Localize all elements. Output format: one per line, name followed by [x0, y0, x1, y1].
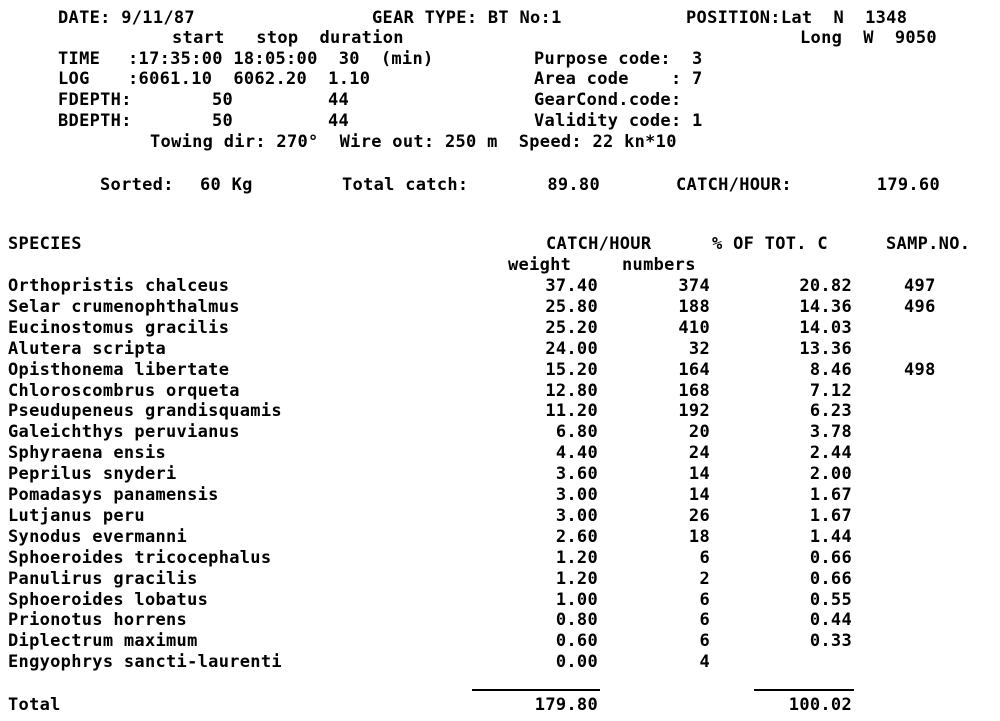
- table-row-pct: 0.66: [809, 548, 852, 568]
- bdepth-start: 50: [212, 111, 234, 131]
- table-row-species: Lutjanus peru: [8, 506, 145, 526]
- time-label: TIME: [58, 49, 101, 69]
- table-row-species: Pseudupeneus grandisquamis: [8, 401, 282, 421]
- table-row-species: Prionotus horrens: [8, 610, 188, 630]
- bdepth-stop: 44: [328, 111, 350, 131]
- table-row-weight: 25.80: [545, 297, 598, 317]
- weight-total-rule: [472, 689, 600, 691]
- towing-info: Towing dir: 270° Wire out: 250 m Speed: 22 kn*10: [150, 132, 677, 152]
- table-row-species: Panulirus gracilis: [8, 569, 198, 589]
- table-row-weight: 15.20: [545, 360, 598, 380]
- table-row-species: Peprilus snyderi: [8, 464, 177, 484]
- table-row-species: Pomadasys panamensis: [8, 485, 219, 505]
- table-row-numbers: 20: [688, 422, 710, 442]
- table-row-pct: 3.78: [809, 422, 852, 442]
- table-row-pct: 2.00: [809, 464, 852, 484]
- table-row-weight: 0.80: [555, 610, 598, 630]
- table-row-species: Diplectrum maximum: [8, 631, 198, 651]
- table-row-numbers: 164: [678, 360, 710, 380]
- samp-header: SAMP.NO.: [886, 234, 971, 254]
- table-row-numbers: 24: [688, 443, 710, 463]
- table-row-species: Opisthonema libertate: [8, 360, 230, 380]
- purpose-code: Purpose code: 3: [534, 49, 703, 69]
- table-row-weight: 1.20: [555, 569, 598, 589]
- table-row-numbers: 4: [699, 652, 710, 672]
- table-row-numbers: 168: [678, 381, 710, 401]
- table-row-species: Selar crumenophthalmus: [8, 297, 240, 317]
- table-row-pct: 1.44: [809, 527, 852, 547]
- table-row-pct: 14.03: [799, 318, 852, 338]
- pct-total-rule: [754, 689, 854, 691]
- fdepth-stop: 44: [328, 90, 350, 110]
- table-row-numbers: 14: [688, 464, 710, 484]
- table-row-pct: 6.23: [809, 401, 852, 421]
- table-row-weight: 25.20: [545, 318, 598, 338]
- table-row-pct: 0.55: [809, 590, 852, 610]
- table-row-weight: 2.60: [555, 527, 598, 547]
- table-row-weight: 0.60: [555, 631, 598, 651]
- table-row-numbers: 6: [699, 610, 710, 630]
- table-row-weight: 0.00: [555, 652, 598, 672]
- table-row-numbers: 6: [699, 548, 710, 568]
- gearcond-code: GearCond.code:: [534, 90, 682, 110]
- bdepth-label: BDEPTH:: [58, 111, 132, 131]
- table-row-numbers: 18: [688, 527, 710, 547]
- table-row-pct: 7.12: [809, 381, 852, 401]
- position-long: Long W 9050: [800, 28, 937, 48]
- catch-hour-label: CATCH/HOUR:: [676, 175, 792, 195]
- pct-header: % OF TOT. C: [712, 234, 828, 254]
- table-row-weight: 11.20: [545, 401, 598, 421]
- table-row-numbers: 374: [678, 276, 710, 296]
- table-row-species: Sphoeroides tricocephalus: [8, 548, 272, 568]
- table-row-pct: 20.82: [799, 276, 852, 296]
- table-row-numbers: 192: [678, 401, 710, 421]
- table-row-pct: 1.67: [809, 485, 852, 505]
- total-weight: 179.80: [534, 695, 598, 715]
- catch-hour-value: 179.60: [876, 175, 940, 195]
- sorted-label: Sorted:: [100, 175, 174, 195]
- table-row-numbers: 14: [688, 485, 710, 505]
- table-row-weight: 6.80: [555, 422, 598, 442]
- log-label: LOG: [58, 69, 90, 89]
- gear-type: GEAR TYPE: BT No:1: [372, 8, 562, 28]
- table-row-pct: 14.36: [799, 297, 852, 317]
- table-row-pct: 1.67: [809, 506, 852, 526]
- fdepth-label: FDEPTH:: [58, 90, 132, 110]
- weight-header: weight: [508, 255, 572, 275]
- table-row-weight: 3.00: [555, 506, 598, 526]
- numbers-header: numbers: [622, 255, 696, 275]
- table-row-species: Sphyraena ensis: [8, 443, 167, 463]
- table-row-weight: 4.40: [555, 443, 598, 463]
- table-row-pct: 0.33: [809, 631, 852, 651]
- table-row-weight: 12.80: [545, 381, 598, 401]
- table-row-weight: 3.60: [555, 464, 598, 484]
- catch-hour-header: CATCH/HOUR: [546, 234, 652, 254]
- table-row-pct: 13.36: [799, 339, 852, 359]
- table-row-numbers: 6: [699, 590, 710, 610]
- table-row-species: Orthopristis chalceus: [8, 276, 230, 296]
- table-row-weight: 37.40: [545, 276, 598, 296]
- table-row-weight: 3.00: [555, 485, 598, 505]
- log-values: :6061.10 6062.20 1.10: [128, 69, 371, 89]
- table-row-species: Sphoeroides lobatus: [8, 590, 209, 610]
- sorted-value: 60 Kg: [200, 175, 253, 195]
- table-row-species: Chloroscombrus orqueta: [8, 381, 240, 401]
- table-row-samp: 496: [904, 297, 936, 317]
- table-row-pct: 8.46: [809, 360, 852, 380]
- table-row-pct: 0.44: [809, 610, 852, 630]
- table-row-numbers: 32: [688, 339, 710, 359]
- total-label: Total: [8, 695, 61, 715]
- total-catch-value: 89.80: [547, 175, 600, 195]
- table-row-numbers: 410: [678, 318, 710, 338]
- position-lat: POSITION:Lat N 1348: [686, 8, 908, 28]
- table-row-species: Alutera scripta: [8, 339, 167, 359]
- table-row-weight: 24.00: [545, 339, 598, 359]
- table-row-species: Eucinostomus gracilis: [8, 318, 230, 338]
- table-row-species: Synodus evermanni: [8, 527, 188, 547]
- table-row-samp: 498: [904, 360, 936, 380]
- species-header: SPECIES: [8, 234, 82, 254]
- table-row-numbers: 6: [699, 631, 710, 651]
- table-row-pct: 0.66: [809, 569, 852, 589]
- area-code: Area code : 7: [534, 69, 703, 89]
- validity-code: Validity code: 1: [534, 111, 703, 131]
- table-row-species: Engyophrys sancti-laurenti: [8, 652, 282, 672]
- time-values: :17:35:00 18:05:00 30 (min): [128, 49, 434, 69]
- table-row-numbers: 188: [678, 297, 710, 317]
- table-row-samp: 497: [904, 276, 936, 296]
- table-row-weight: 1.20: [555, 548, 598, 568]
- table-row-weight: 1.00: [555, 590, 598, 610]
- table-row-numbers: 2: [699, 569, 710, 589]
- table-row-species: Galeichthys peruvianus: [8, 422, 240, 442]
- date: DATE: 9/11/87: [58, 8, 195, 28]
- total-catch-label: Total catch:: [342, 175, 469, 195]
- total-pct: 100.02: [788, 695, 852, 715]
- fdepth-start: 50: [212, 90, 234, 110]
- table-row-pct: 2.44: [809, 443, 852, 463]
- time-columns-header: start stop duration: [172, 28, 404, 48]
- table-row-numbers: 26: [688, 506, 710, 526]
